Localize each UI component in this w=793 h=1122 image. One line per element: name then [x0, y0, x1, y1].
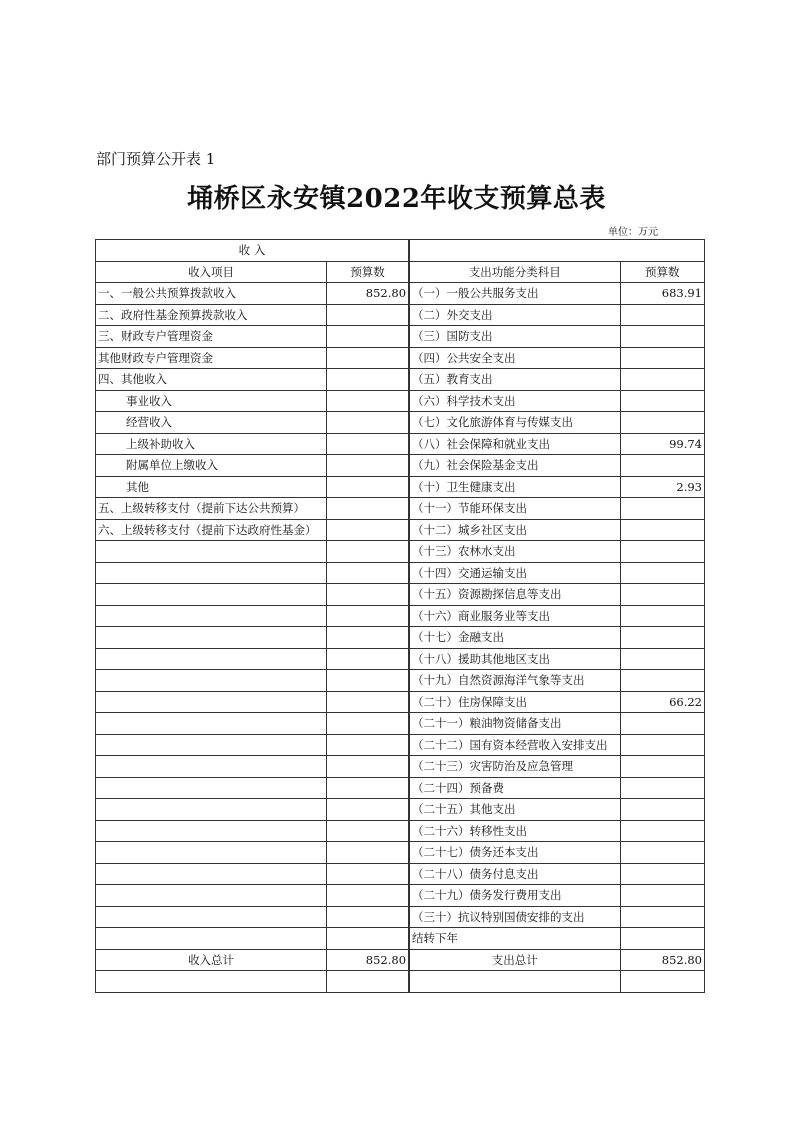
expense-amount-cell: 66.22	[620, 691, 704, 713]
income-amount-cell	[327, 476, 409, 498]
expense-item-cell: （二十七）债务还本支出	[409, 842, 620, 864]
table-row	[96, 433, 705, 455]
table-row	[96, 842, 705, 864]
expense-amount-cell	[620, 584, 704, 606]
table-row	[96, 498, 705, 520]
income-item-cell	[96, 928, 327, 950]
table-row	[96, 304, 705, 326]
table-row	[96, 863, 705, 885]
income-item-cell	[96, 756, 327, 778]
table-row	[96, 541, 705, 563]
expense-item-cell: （二十六）转移性支出	[409, 820, 620, 842]
table-row	[96, 928, 705, 950]
income-item-cell: 其他	[96, 476, 327, 498]
expense-item-cell: （二十八）债务付息支出	[409, 863, 620, 885]
table-row	[96, 885, 705, 907]
income-amount-cell	[327, 390, 409, 412]
income-amount-cell	[327, 519, 409, 541]
income-amount-cell	[327, 799, 409, 821]
income-item-cell	[96, 820, 327, 842]
expense-item-cell: （十二）城乡社区支出	[409, 519, 620, 541]
expense-amount-cell	[620, 605, 704, 627]
blank-cell	[409, 971, 620, 993]
table-row	[96, 605, 705, 627]
table-row	[96, 713, 705, 735]
expense-item-cell: （六）科学技术支出	[409, 390, 620, 412]
income-amount-cell	[327, 842, 409, 864]
expense-amount-cell	[620, 928, 704, 950]
income-item-cell	[96, 670, 327, 692]
column-header-row	[96, 261, 705, 283]
income-item-cell	[96, 691, 327, 713]
income-amount-cell	[327, 304, 409, 326]
expense-amount-cell	[620, 369, 704, 391]
expense-amount-cell	[620, 304, 704, 326]
expense-item-cell: （十五）资源勘探信息等支出	[409, 584, 620, 606]
expense-amount-cell: 2.93	[620, 476, 704, 498]
income-amount-cell	[327, 906, 409, 928]
income-item-cell: 其他财政专户管理资金	[96, 347, 327, 369]
expense-total-amount: 852.80	[620, 949, 704, 971]
income-item-cell	[96, 885, 327, 907]
expense-item-cell: （十）卫生健康支出	[409, 476, 620, 498]
expense-amount-cell	[620, 734, 704, 756]
blank-cell	[620, 971, 704, 993]
income-amount-cell	[327, 863, 409, 885]
income-item-cell	[96, 777, 327, 799]
expense-amount-cell	[620, 820, 704, 842]
income-section-header: 收 入	[96, 240, 410, 262]
expense-amount-cell	[620, 756, 704, 778]
blank-row	[96, 971, 705, 993]
income-amount-cell	[327, 369, 409, 391]
table-row	[96, 820, 705, 842]
expense-amount-cell	[620, 842, 704, 864]
income-item-cell: 二、政府性基金预算拨款收入	[96, 304, 327, 326]
income-item-cell	[96, 906, 327, 928]
income-amount-cell	[327, 885, 409, 907]
expense-item-cell: （十四）交通运输支出	[409, 562, 620, 584]
income-amount-cell: 852.80	[327, 283, 409, 305]
income-item-cell	[96, 584, 327, 606]
income-amount-cell	[327, 455, 409, 477]
table-body	[96, 240, 705, 993]
income-amount-cell	[327, 347, 409, 369]
unit-label: 单位：万元	[608, 227, 658, 238]
expense-amount-cell	[620, 885, 704, 907]
income-item-cell: 上级补助收入	[96, 433, 327, 455]
expense-amount-cell	[620, 906, 704, 928]
expense-amount-cell: 683.91	[620, 283, 704, 305]
expense-item-cell: （二十三）灾害防治及应急管理	[409, 756, 620, 778]
expense-amount-cell	[620, 713, 704, 735]
expense-amount-cell	[620, 863, 704, 885]
expense-item-cell: （十三）农林水支出	[409, 541, 620, 563]
table-row	[96, 562, 705, 584]
expense-item-cell: （二十四）预备费	[409, 777, 620, 799]
income-item-cell	[96, 562, 327, 584]
table-row	[96, 670, 705, 692]
table-row	[96, 691, 705, 713]
income-amount-cell	[327, 326, 409, 348]
income-amount-cell	[327, 713, 409, 735]
income-amount-cell	[327, 627, 409, 649]
income-amount-cell	[327, 562, 409, 584]
income-item-cell	[96, 605, 327, 627]
income-item-cell	[96, 541, 327, 563]
expense-amount-header: 预算数	[620, 261, 704, 283]
income-amount-cell	[327, 734, 409, 756]
income-item-cell	[96, 842, 327, 864]
income-item-cell: 附属单位上缴收入	[96, 455, 327, 477]
expense-item-cell: （四）公共安全支出	[409, 347, 620, 369]
income-amount-cell	[327, 433, 409, 455]
income-item-cell: 三、财政专户管理资金	[96, 326, 327, 348]
expense-item-cell: （十六）商业服务业等支出	[409, 605, 620, 627]
expense-item-cell: （二十一）粮油物资储备支出	[409, 713, 620, 735]
income-amount-cell	[327, 670, 409, 692]
expense-amount-cell	[620, 562, 704, 584]
expense-item-cell: （二十五）其他支出	[409, 799, 620, 821]
budget-summary-table	[95, 239, 705, 993]
expense-item-cell: （九）社会保险基金支出	[409, 455, 620, 477]
expense-item-cell: （八）社会保障和就业支出	[409, 433, 620, 455]
table-row	[96, 799, 705, 821]
expense-section-header	[409, 240, 704, 262]
expense-item-cell: （十九）自然资源海洋气象等支出	[409, 670, 620, 692]
income-total-amount: 852.80	[327, 949, 409, 971]
expense-amount-cell	[620, 648, 704, 670]
expense-amount-cell	[620, 777, 704, 799]
income-item-cell: 四、其他收入	[96, 369, 327, 391]
table-row	[96, 734, 705, 756]
table-row	[96, 347, 705, 369]
income-item-cell: 经营收入	[96, 412, 327, 434]
expense-amount-cell	[620, 519, 704, 541]
table-row	[96, 627, 705, 649]
expense-amount-cell	[620, 326, 704, 348]
expense-amount-cell	[620, 498, 704, 520]
expense-amount-cell	[620, 670, 704, 692]
expense-item-cell: （二十）住房保障支出	[409, 691, 620, 713]
table-row	[96, 777, 705, 799]
income-amount-cell	[327, 648, 409, 670]
income-amount-cell	[327, 541, 409, 563]
income-amount-cell	[327, 412, 409, 434]
expense-amount-cell: 99.74	[620, 433, 704, 455]
income-item-cell	[96, 713, 327, 735]
section-header-row	[96, 240, 705, 262]
expense-item-header: 支出功能分类科目	[409, 261, 620, 283]
expense-item-cell: （二十九）债务发行费用支出	[409, 885, 620, 907]
income-total-label: 收入总计	[96, 949, 327, 971]
income-amount-cell	[327, 605, 409, 627]
income-item-cell: 一、一般公共预算拨款收入	[96, 283, 327, 305]
expense-item-cell: （二十二）国有资本经营收入安排支出	[409, 734, 620, 756]
income-amount-cell	[327, 820, 409, 842]
table-row	[96, 390, 705, 412]
expense-amount-cell	[620, 627, 704, 649]
totals-row	[96, 949, 705, 971]
table-row	[96, 455, 705, 477]
table-row	[96, 326, 705, 348]
income-amount-cell	[327, 756, 409, 778]
page-title: 埇桥区永安镇2022年收支预算总表	[187, 184, 606, 214]
blank-cell	[96, 971, 327, 993]
income-item-cell: 六、上级转移支付（提前下达政府性基金）	[96, 519, 327, 541]
expense-item-cell: （二）外交支出	[409, 304, 620, 326]
expense-amount-cell	[620, 541, 704, 563]
expense-item-cell: （七）文化旅游体育与传媒支出	[409, 412, 620, 434]
income-amount-cell	[327, 584, 409, 606]
table-row	[96, 584, 705, 606]
expense-amount-cell	[620, 455, 704, 477]
table-row	[96, 369, 705, 391]
expense-amount-cell	[620, 390, 704, 412]
table-row	[96, 412, 705, 434]
expense-amount-cell	[620, 799, 704, 821]
expense-item-cell: （一）一般公共服务支出	[409, 283, 620, 305]
expense-item-cell: （三十）抗议特别国债安排的支出	[409, 906, 620, 928]
table-row	[96, 476, 705, 498]
income-amount-cell	[327, 777, 409, 799]
income-amount-cell	[327, 691, 409, 713]
income-item-cell	[96, 863, 327, 885]
expense-item-cell: （十七）金融支出	[409, 627, 620, 649]
expense-amount-cell	[620, 412, 704, 434]
expense-item-cell: （十八）援助其他地区支出	[409, 648, 620, 670]
expense-amount-cell	[620, 347, 704, 369]
income-item-cell	[96, 648, 327, 670]
expense-item-cell: （十一）节能环保支出	[409, 498, 620, 520]
income-item-cell	[96, 734, 327, 756]
expense-item-cell: （三）国防支出	[409, 326, 620, 348]
blank-cell	[327, 971, 409, 993]
table-row	[96, 519, 705, 541]
table-row	[96, 648, 705, 670]
table-row	[96, 906, 705, 928]
income-item-cell	[96, 627, 327, 649]
expense-item-cell: （五）教育支出	[409, 369, 620, 391]
income-item-cell: 事业收入	[96, 390, 327, 412]
income-amount-cell	[327, 498, 409, 520]
income-amount-cell	[327, 928, 409, 950]
income-item-cell: 五、上级转移支付（提前下达公共预算）	[96, 498, 327, 520]
income-item-header: 收入项目	[96, 261, 327, 283]
document-label: 部门预算公开表 1	[96, 150, 216, 168]
expense-total-label: 支出总计	[409, 949, 620, 971]
table-row	[96, 283, 705, 305]
income-item-cell	[96, 799, 327, 821]
income-amount-header: 预算数	[327, 261, 409, 283]
expense-item-cell: 结转下年	[409, 928, 620, 950]
table-row	[96, 756, 705, 778]
